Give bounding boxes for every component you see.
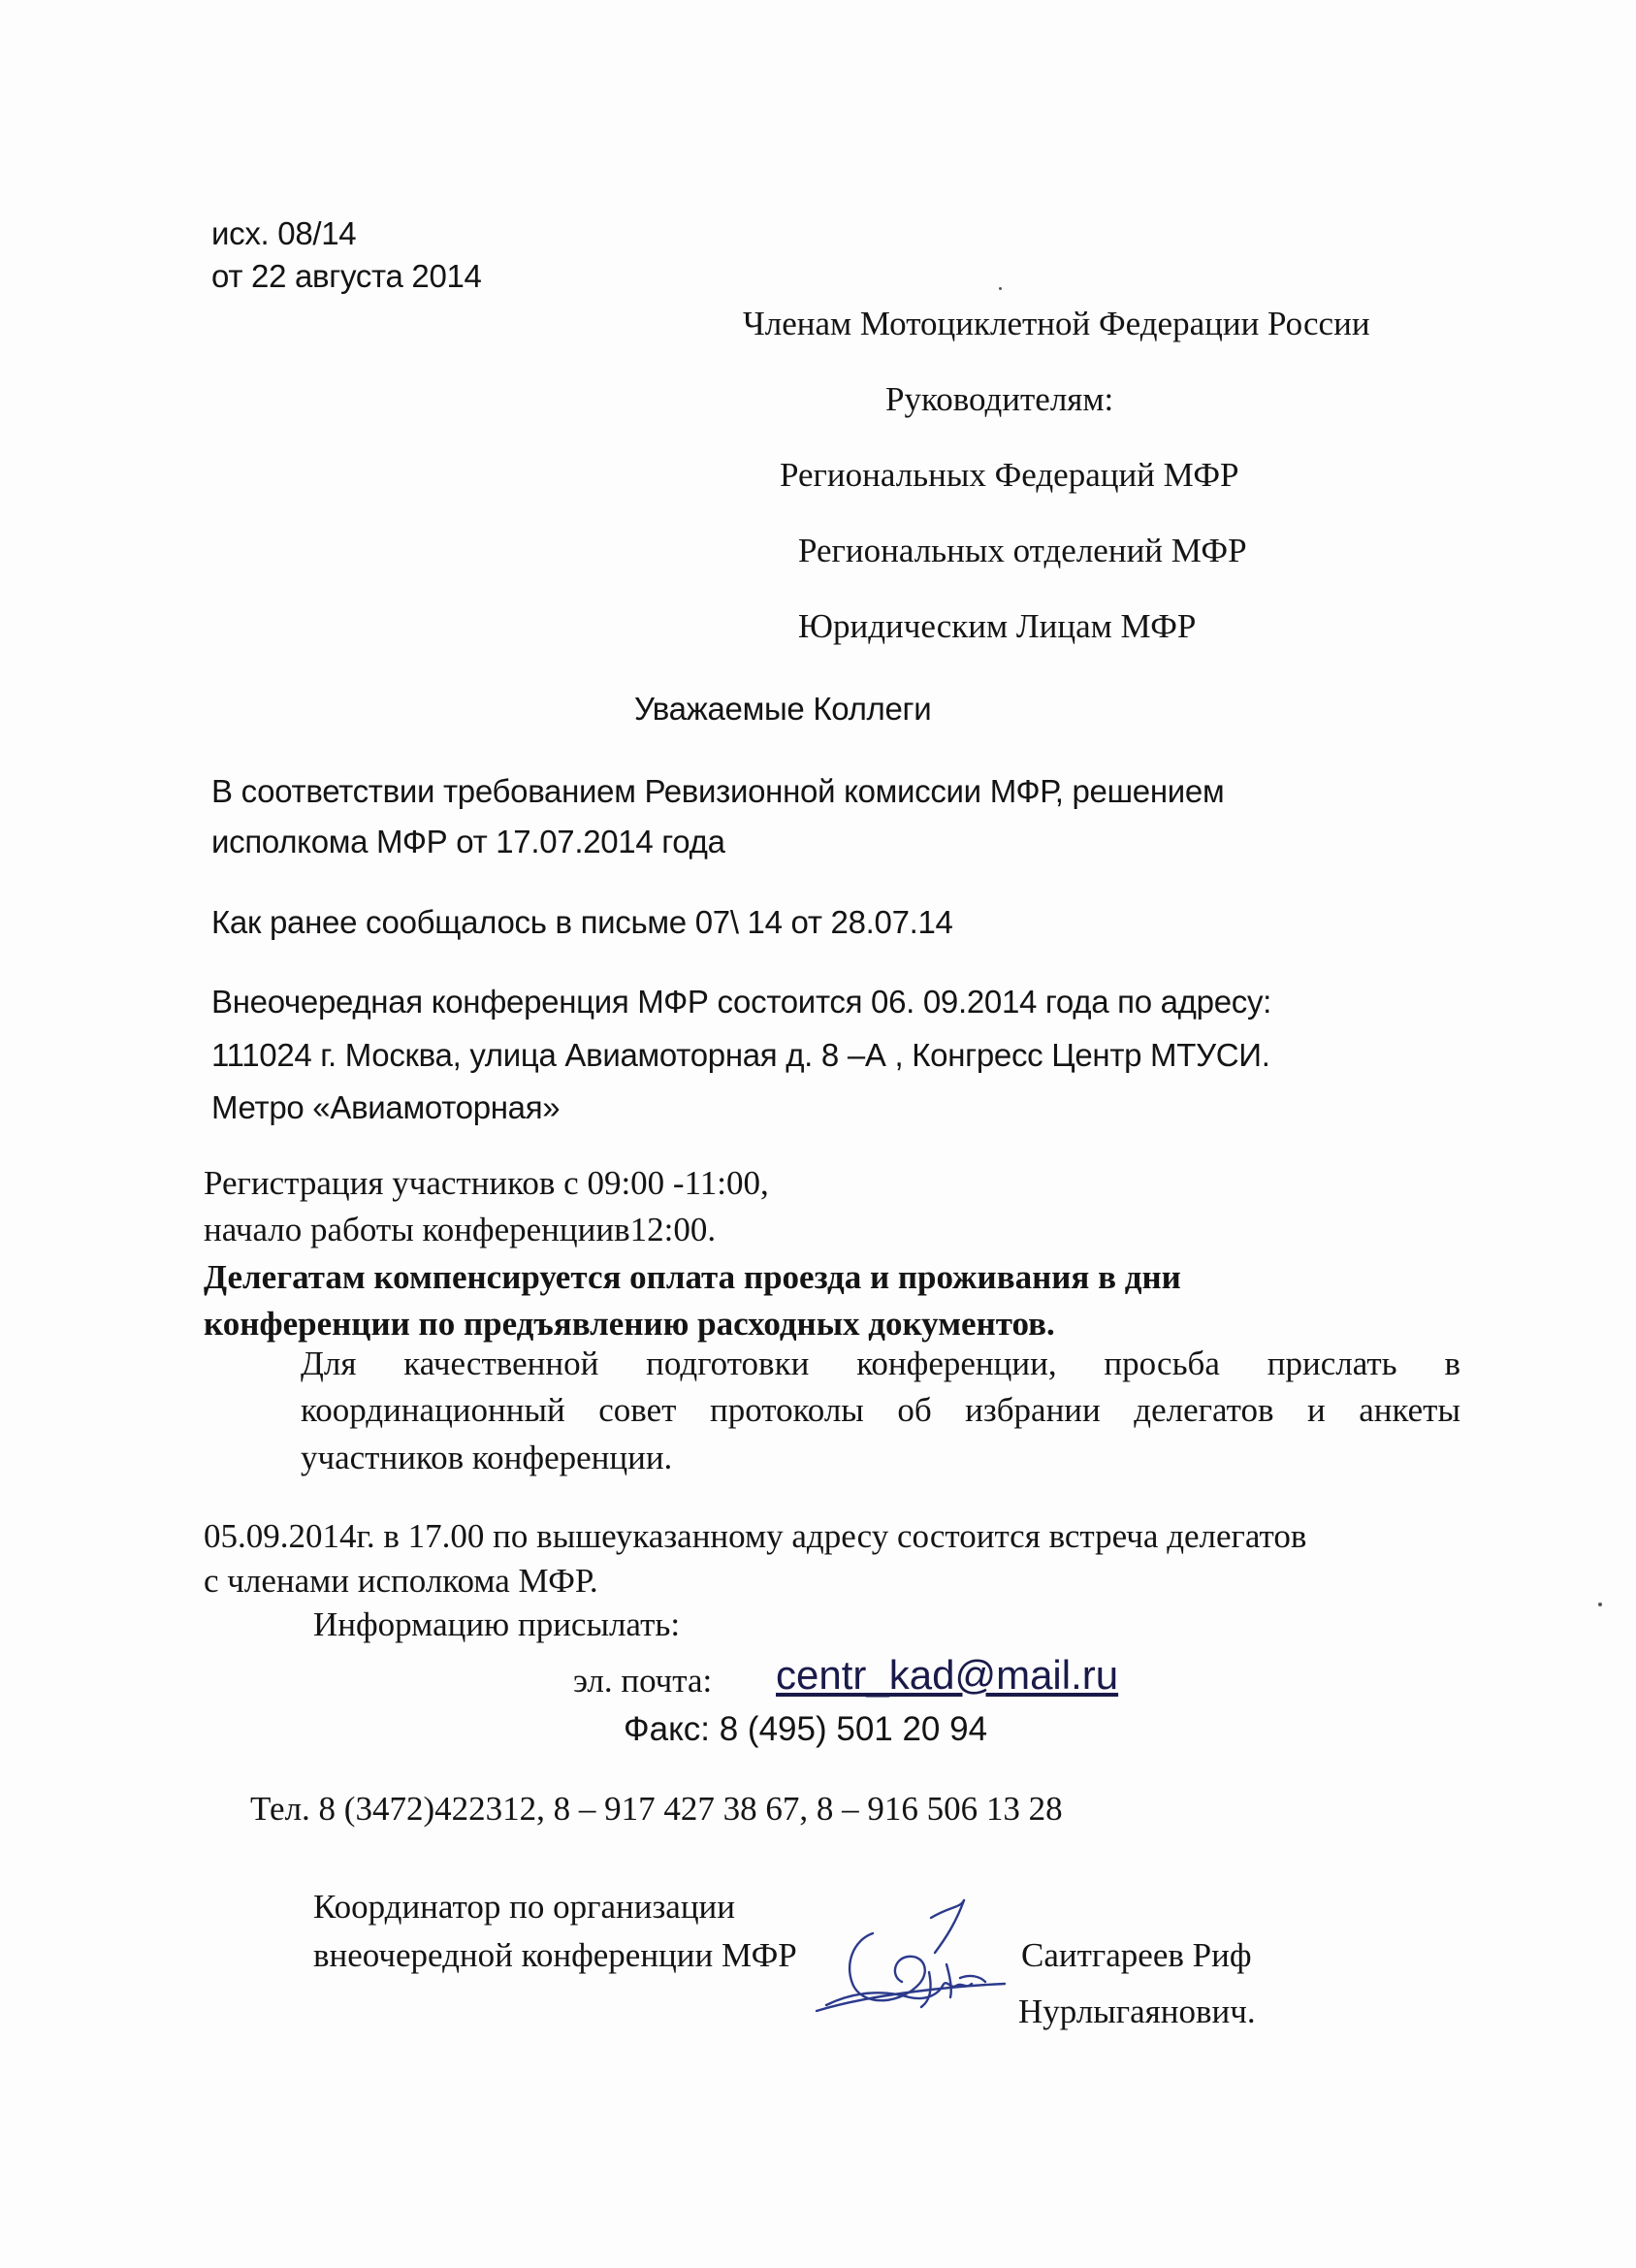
signer-title-line1: Координатор по организации (313, 1888, 736, 1926)
outgoing-date: от 22 августа 2014 (211, 258, 482, 294)
handwritten-signature (815, 1896, 1009, 2032)
compensation-line1: Делегатам компенсируется оплата проезда и проживания в дни (204, 1258, 1181, 1296)
body-p2: Как ранее сообщалось в письме 07\ 14 от 28.07.14 (211, 904, 953, 940)
addressee-regional-federations: Региональных Федераций МФР (780, 456, 1239, 494)
scan-speck (999, 287, 1002, 290)
addressee-regional-branches: Региональных отделений МФР (798, 532, 1247, 569)
info-label: Информацию присылать: (313, 1605, 681, 1643)
registration-line1: Регистрация участников с 09:00 -11:00, (204, 1164, 769, 1202)
addressee-members: Членам Мотоциклетной Федерации России (743, 305, 1370, 342)
meeting-line1: 05.09.2014г. в 17.00 по вышеуказанному адресу состоится встреча делегатов (204, 1517, 1307, 1555)
greeting: Уважаемые Коллеги (634, 691, 932, 727)
body-p3-line1: Внеочередная конференция МФР состоится 06. 09.2014 года по адресу: (211, 984, 1272, 1020)
body-p3-line2: 111024 г. Москва, улица Авиамоторная д. 8 –А , Конгресс Центр МТУСИ. (211, 1037, 1270, 1073)
body-p1-line2: исполкома МФР от 17.07.2014 года (211, 824, 725, 859)
outgoing-number: исх. 08/14 (211, 215, 357, 251)
body-p3-line3: Метро «Авиамоторная» (211, 1089, 561, 1125)
signer-name-line1: Саитгареев Риф (1021, 1936, 1252, 1974)
signer-title-line2: внеочередной конференции МФР (313, 1936, 797, 1974)
request-line1: Для качественной подготовки конференции, просьба прислать в (301, 1345, 1460, 1382)
meeting-line2: с членами исполкома МФР. (204, 1562, 598, 1600)
request-line2: координационный совет протоколы об избрании делегатов и анкеты (301, 1391, 1460, 1429)
phone-numbers: Тел. 8 (3472)422312, 8 – 917 427 38 67, 8 – 916 506 13 28 (250, 1790, 1063, 1828)
request-line3: участников конференции. (301, 1439, 673, 1476)
compensation-line2: конференции по предъявлению расходных документов. (204, 1305, 1055, 1343)
email-label: эл. почта: (573, 1662, 713, 1700)
fax-number: Факс: 8 (495) 501 20 94 (624, 1710, 988, 1748)
registration-line2: начало работы конференциив12:00. (204, 1211, 717, 1248)
signer-name-line2: Нурлыгаянович. (1018, 1993, 1256, 2030)
addressee-heads: Руководителям: (885, 380, 1114, 418)
body-p1-line1: В соответствии требованием Ревизионной комиссии МФР, решением (211, 773, 1225, 809)
addressee-legal-entities: Юридическим Лицам МФР (798, 607, 1197, 645)
scan-speck (1598, 1603, 1602, 1606)
email-link[interactable]: centr_kad@mail.ru (776, 1652, 1119, 1698)
